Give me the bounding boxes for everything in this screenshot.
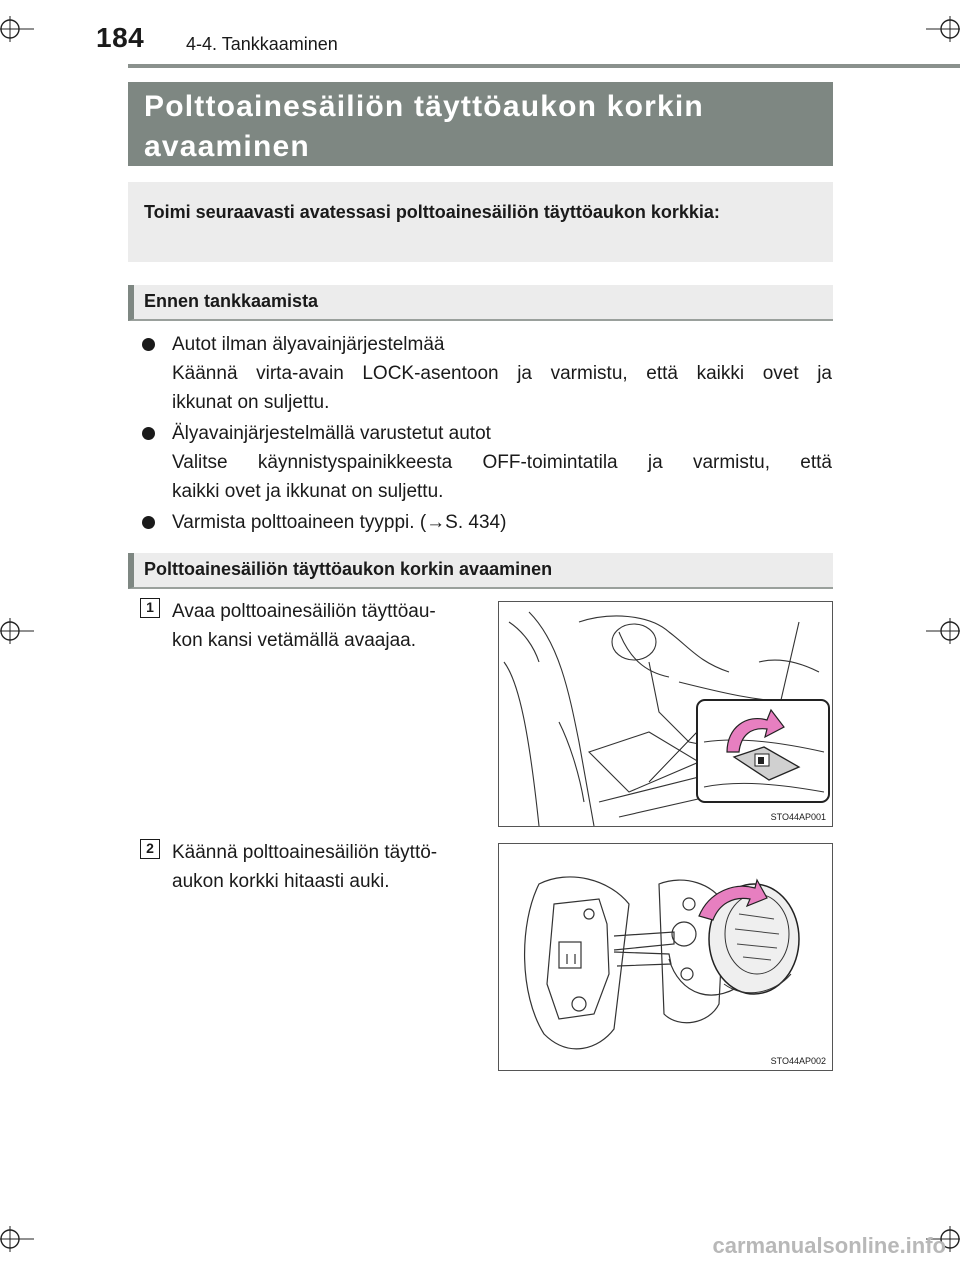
figure-code: STO44AP001 [770, 812, 826, 822]
step-instruction-line: kon kansi vetämällä avaajaa. [172, 630, 416, 651]
bullet-body-line: ikkunat on suljettu. [172, 392, 330, 413]
fuel-cap-illustration [499, 844, 832, 1070]
bullet-title: Varmista polttoaineen tyyppi. (→S. 434) [172, 512, 507, 533]
step-number-badge: 2 [140, 839, 160, 859]
bullet-item [142, 419, 832, 506]
figure-fuel-door-opener [498, 601, 833, 827]
figure-code: STO44AP002 [770, 1056, 826, 1066]
crop-mark-icon [0, 12, 34, 46]
crop-mark-icon [0, 1222, 34, 1256]
step-number-badge: 1 [140, 598, 160, 618]
subheading-before-refueling: Ennen tankkaamista [128, 285, 833, 321]
step-instruction-line: Avaa polttoainesäiliön täyttöau- [172, 601, 436, 622]
step-instruction-line: Käännä polttoainesäiliön täyttö- [172, 842, 438, 863]
step-instruction [172, 838, 477, 896]
page-number: 184 [96, 22, 145, 53]
page-title: Polttoainesäiliön täyttöaukon korkin avaaminen [128, 82, 833, 166]
watermark: carmanualsonline.info [712, 1233, 946, 1258]
bullet-item [142, 330, 832, 417]
car-interior-illustration [499, 602, 832, 826]
header-rule [128, 64, 960, 68]
crop-mark-icon [926, 614, 960, 648]
figure-fuel-cap [498, 843, 833, 1071]
bullet-dot-icon [142, 427, 155, 440]
crop-mark-icon [926, 12, 960, 46]
bullet-title: Älyavainjärjestelmällä varustetut autot [172, 423, 491, 444]
step-instruction [172, 597, 477, 655]
step-instruction-line: aukon korkki hitaasti auki. [172, 871, 390, 892]
bullet-body-line: Valitse käynnistyspainikkeesta OFF-toimintatila ja varmistu, että [172, 452, 832, 473]
crop-mark-icon [0, 614, 34, 648]
intro-text: Toimi seuraavasti avatessasi polttoainesäiliön täyttöaukon korkkia: [128, 182, 833, 262]
bullet-item [142, 508, 832, 537]
bullet-body-line: Käännä virta-avain LOCK-asentoon ja varmistu, että kaikki ovet ja [172, 363, 832, 384]
section-label: 4-4. Tankkaaminen [186, 34, 338, 54]
bullet-title: Autot ilman älyavainjärjestelmää [172, 334, 445, 355]
bullet-dot-icon [142, 338, 155, 351]
subheading-opening-cap: Polttoainesäiliön täyttöaukon korkin avaaminen [128, 553, 833, 589]
bullet-dot-icon [142, 516, 155, 529]
bullet-body-line: kaikki ovet ja ikkunat on suljettu. [172, 481, 444, 502]
